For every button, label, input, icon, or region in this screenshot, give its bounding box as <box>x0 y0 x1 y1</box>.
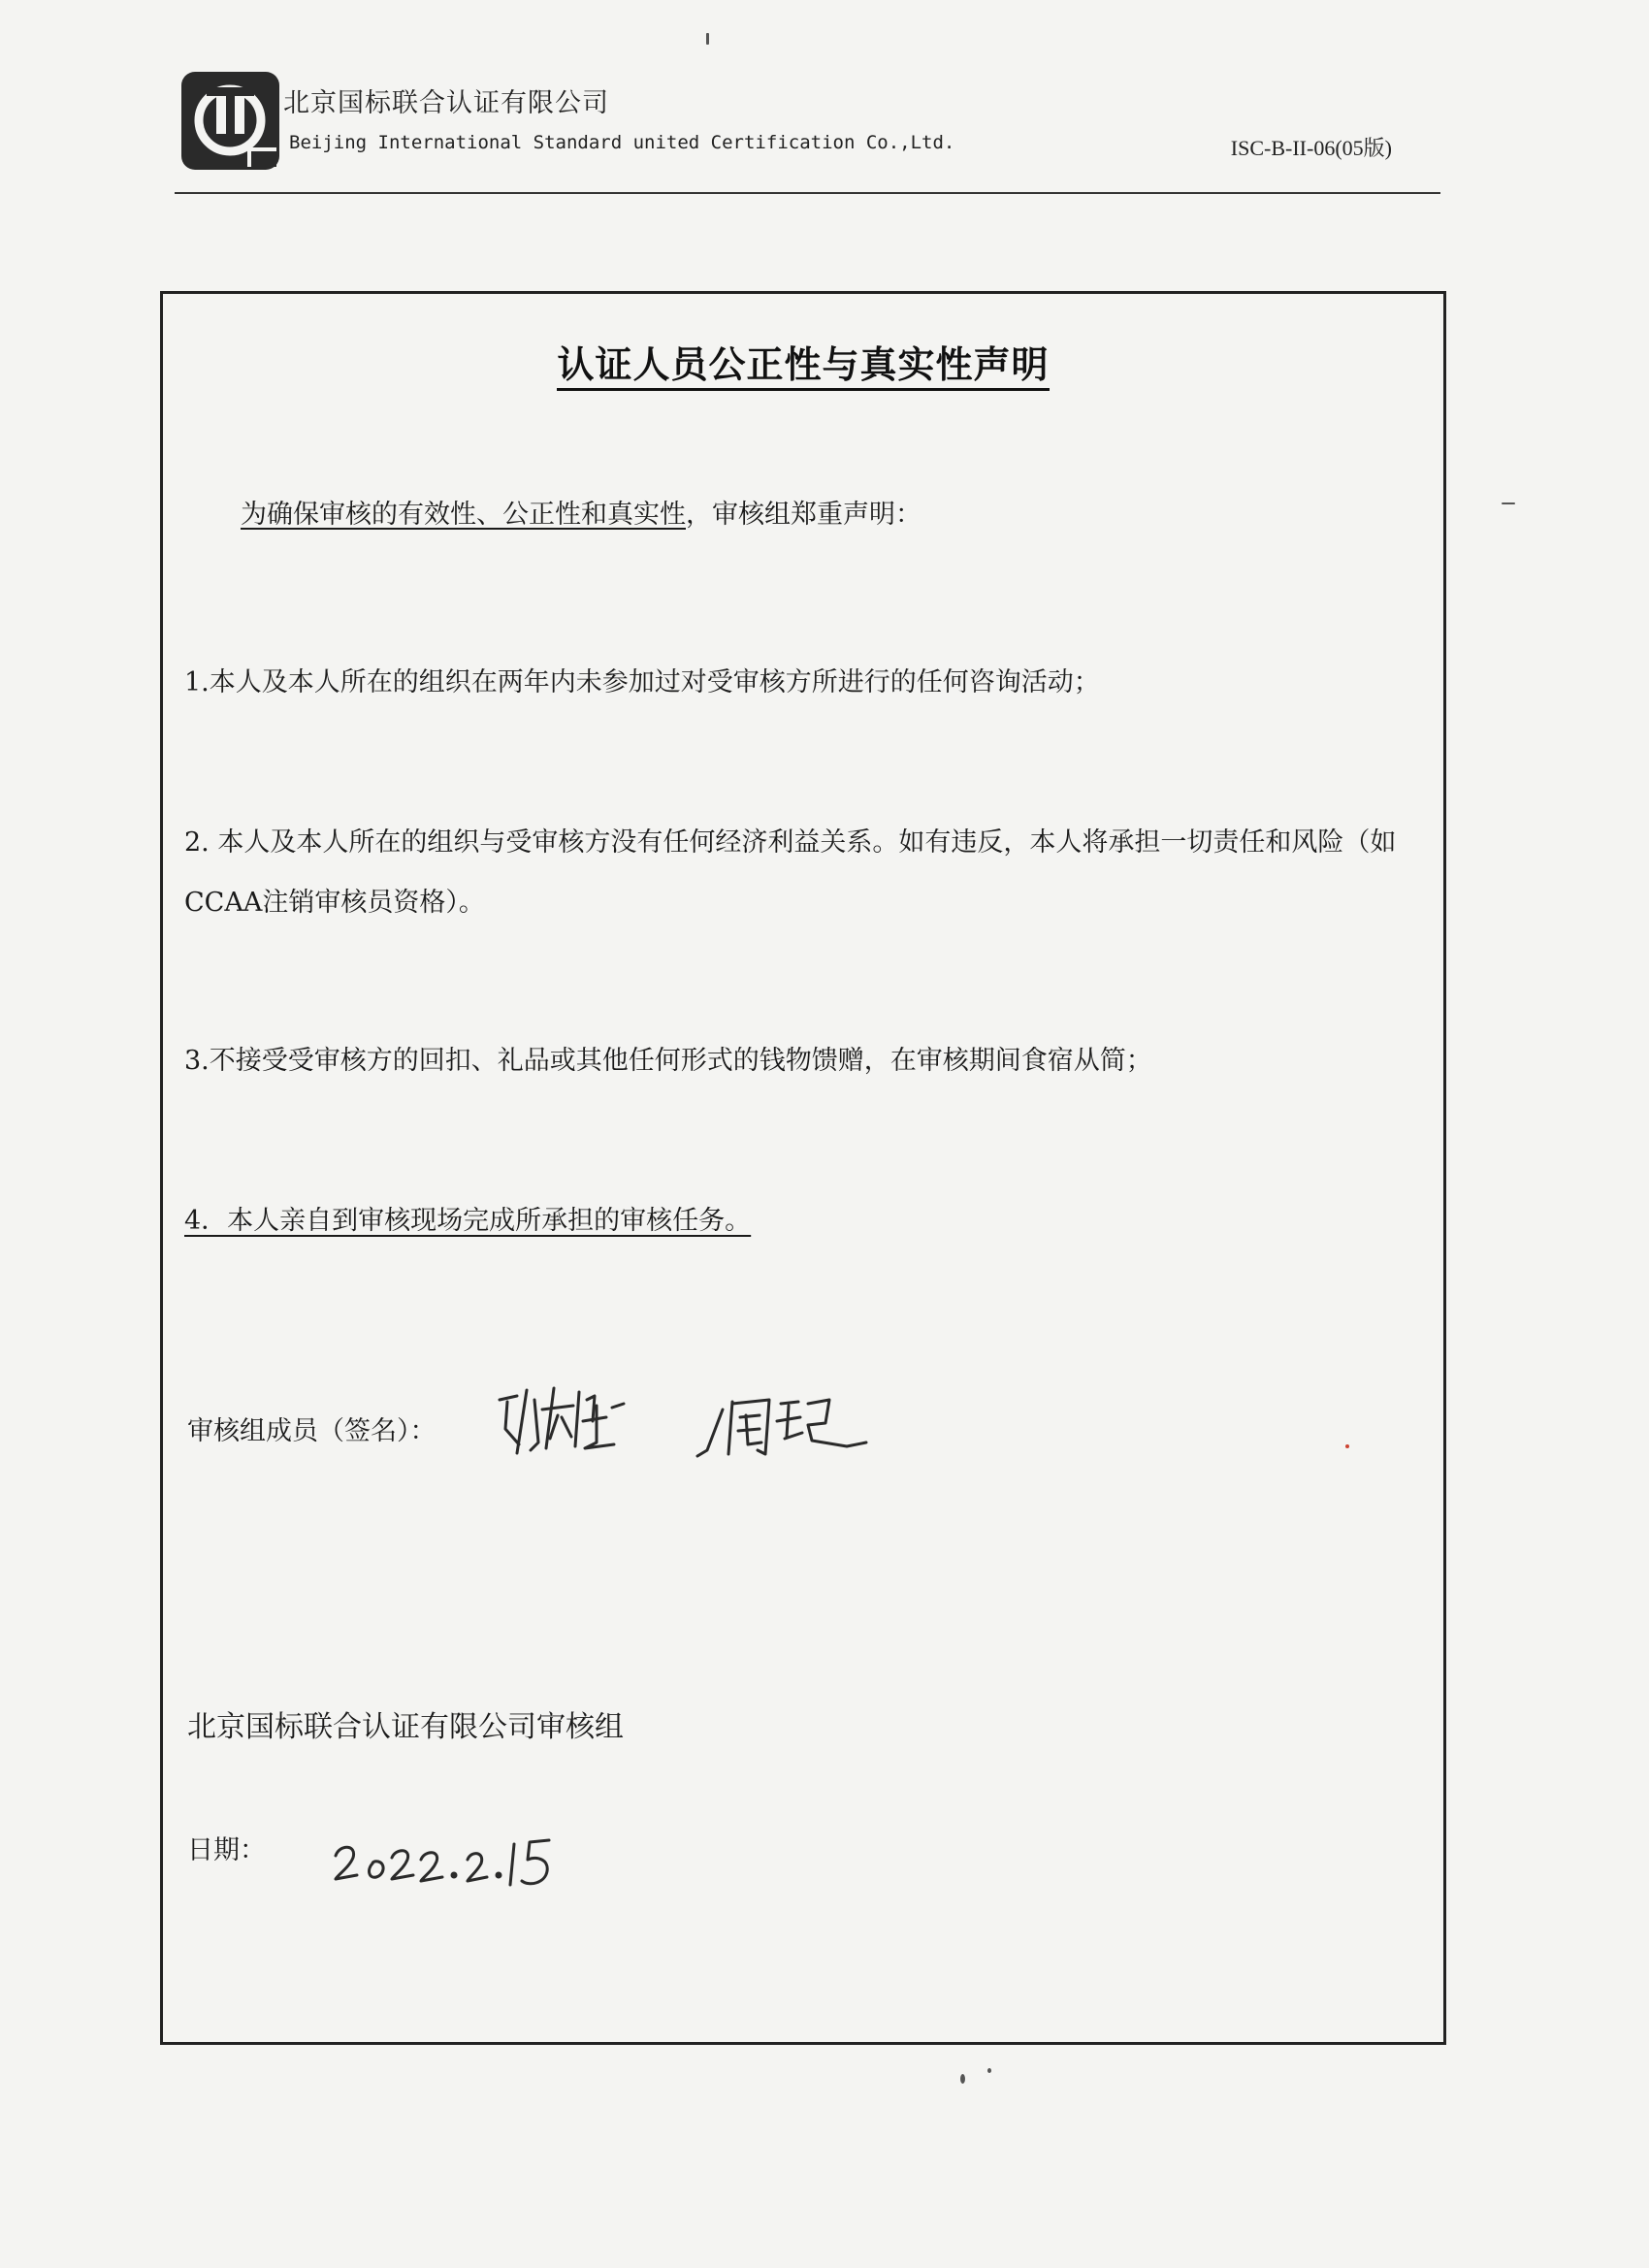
handwritten-signature-icon <box>478 1361 924 1487</box>
declaration-frame <box>160 291 1446 2045</box>
handwritten-date-icon <box>328 1827 580 1895</box>
declaration-title <box>163 335 1443 388</box>
declaration-intro <box>241 493 922 531</box>
declaration-title-text: 认证人员公正性与真实性声明 <box>557 343 1049 391</box>
document-code: ISC-B-II-06(05版) <box>1230 136 1392 160</box>
paper-speck <box>960 2074 965 2084</box>
date-label: 日期： <box>187 1835 266 1865</box>
declaration-item-1: 1.本人及本人所在的组织在两年内未参加过对受审核方所进行的任何咨询活动； <box>184 667 1100 697</box>
organization-name: 北京国标联合认证有限公司审核组 <box>187 1710 624 1744</box>
declaration-item-3: 3.不接受受审核方的回扣、礼品或其他任何形式的钱物馈赠，在审核期间食宿从简； <box>184 1046 1152 1076</box>
intro-underlined-text: 为确保审核的有效性、公正性和真实性 <box>241 500 686 530</box>
page-header <box>175 68 1440 194</box>
isc-logo-icon <box>179 70 281 172</box>
intro-rest-text: ，审核组郑重声明： <box>686 500 922 530</box>
header-divider <box>175 192 1440 194</box>
paper-speck <box>1502 502 1515 504</box>
paper-speck <box>1345 1444 1349 1448</box>
declaration-item-2: 2. 本人及本人所在的组织与受审核方没有任何经济利益关系。如有违反，本人将承担一切责任和风险（如CCAA注销审核员资格）。 <box>184 827 1397 918</box>
company-name-en: Beijing International Standard united Certification Co.,Ltd. <box>289 132 955 153</box>
declaration-item-4 <box>184 1191 1436 1251</box>
declaration-item-4-text: 4．本人亲自到审核现场完成所承担的审核任务。 <box>184 1206 752 1236</box>
paper-speck <box>987 2068 991 2073</box>
signature-label: 审核组成员（签名）： <box>187 1416 436 1446</box>
paper-speck <box>706 33 709 45</box>
company-name-cn: 北京国标联合认证有限公司 <box>283 88 609 118</box>
